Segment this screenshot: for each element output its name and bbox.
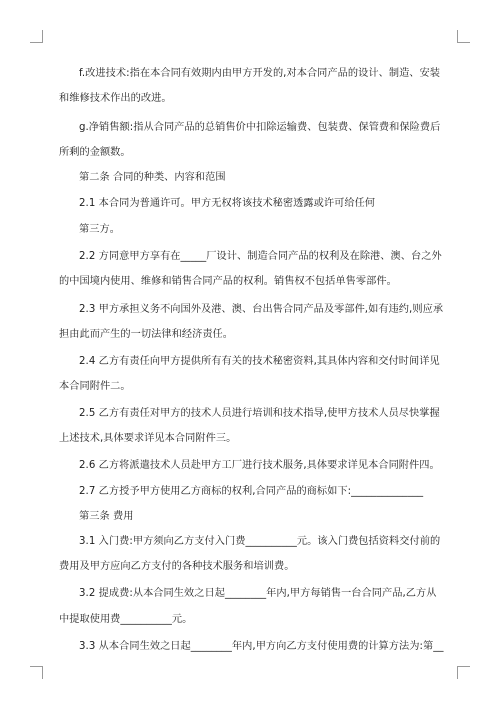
text-line: 3.2 提成费:从本合同生效之日起________年内,甲方每销售一台合同产品,乙方从 <box>79 588 437 599</box>
text-line: 费用及甲方应向乙方支付的各种技术服务和培训费。 <box>59 561 295 572</box>
text-line: 担由此而产生的一切法律和经济责任。 <box>59 329 234 340</box>
text-line: f.改进技术:指在本合同有效期内由甲方开发的,对本合同产品的设计、制造、安装 <box>79 68 441 79</box>
text-line: 2.4 乙方有责任向甲方提供所有有关的技术秘密资料,其具体内容和交付时间详见 <box>79 356 440 367</box>
crop-mark-bottom-right <box>457 666 470 679</box>
text-line: 2.5 乙方有责任对甲方的技术人员进行培训和技术指导,使甲方技术人员尽快掌握 <box>79 408 440 419</box>
text-line: 第三方。 <box>79 224 120 235</box>
text-line: 2.6 乙方将派遣技术人员赴甲方工厂进行技术服务,具体要求详见本合同附件四。 <box>79 460 440 471</box>
crop-mark-bottom-left <box>30 666 43 679</box>
text-line: 2.2 方同意甲方享有在_____厂设计、制造合同产品的权利及在除港、澳、台之外 <box>79 251 442 262</box>
text-line: 3.3 从本合同生效之日起________年内,甲方向乙方支付使用费的计算方法为:第__ <box>79 641 444 652</box>
text-line: 3.1 入门费:甲方须向乙方支付入门费__________元。该入门费包括资料交付前的 <box>79 536 441 547</box>
text-line: 和维修技术作出的改进。 <box>59 93 172 104</box>
text-line: 2.7 乙方授予甲方使用乙方商标的权利,合同产品的商标如下:______________ <box>79 486 424 497</box>
text-line: 2.3 甲方承担义务不向国外及港、澳、台出售合同产品及零部件,如有违约,则应承 <box>79 304 444 315</box>
section-heading: 第三条 费用 <box>79 511 134 522</box>
text-line: 上述技术,具体要求详见本合同附件三。 <box>59 433 237 444</box>
text-line: 2.1 本合同为普通许可。甲方无权将该技术秘密透露或许可给任何 <box>79 198 376 209</box>
text-line: 所剩的金额数。 <box>59 147 131 158</box>
crop-mark-top-right <box>457 30 470 43</box>
text-line: 中提取使用费__________元。 <box>59 614 193 625</box>
text-line: 本合同附件二。 <box>59 381 131 392</box>
text-line: 的中国境内使用、维修和销售合同产品的权利。销售权不包括单售零部件。 <box>59 276 397 287</box>
crop-mark-top-left <box>30 30 43 43</box>
section-heading: 第二条 合同的种类、内容和范围 <box>79 172 226 183</box>
text-line: g.净销售额:指从合同产品的总销售价中扣除运输费、包装费、保管费和保险费后 <box>79 122 441 133</box>
